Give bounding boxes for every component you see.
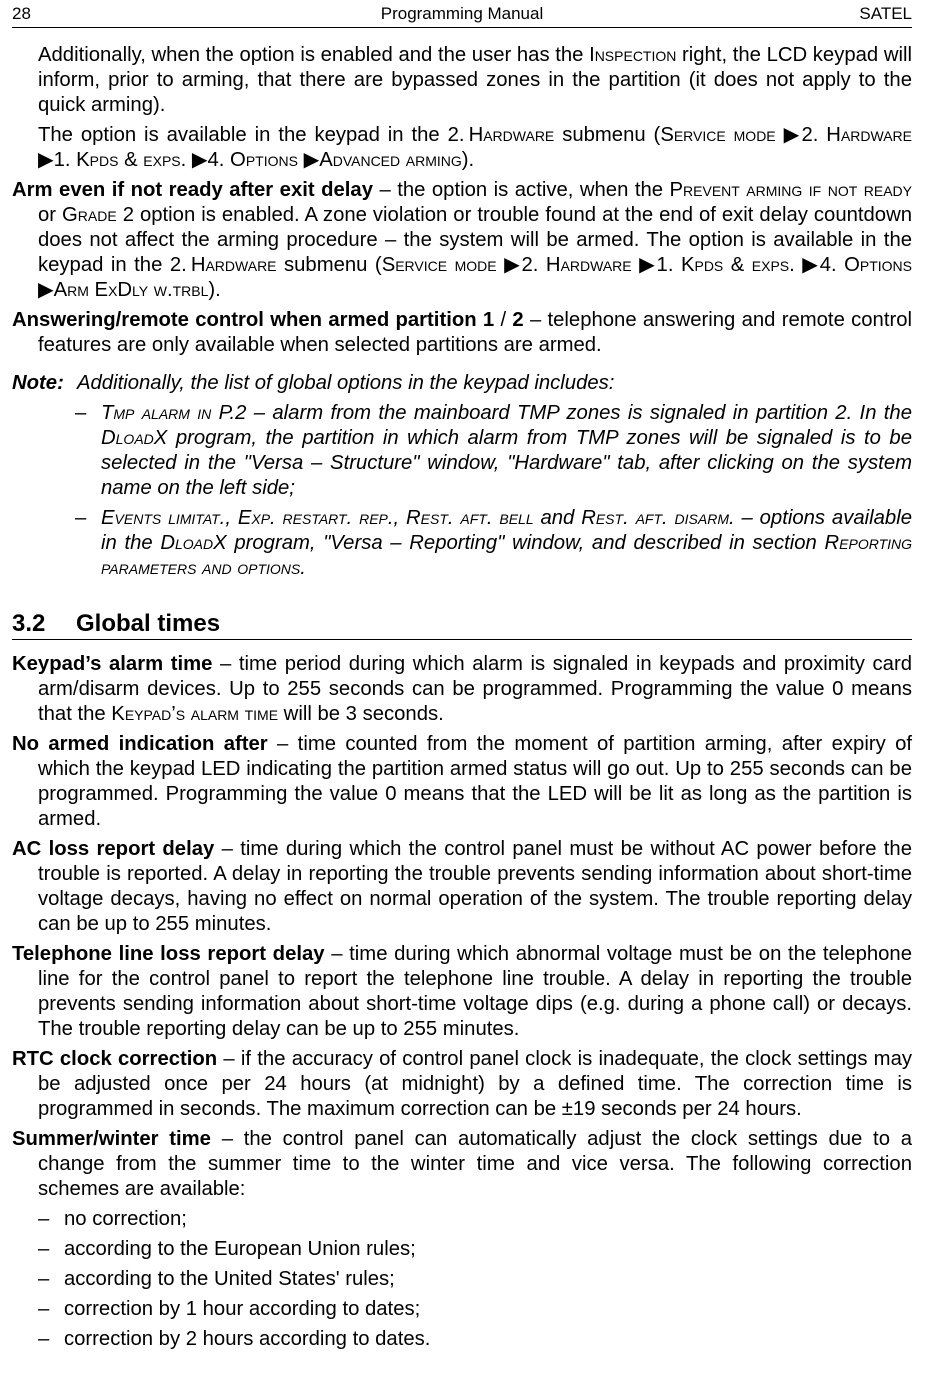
list-item <box>38 1267 912 1292</box>
scheme-label: according to the European Union rules; <box>64 1238 416 1260</box>
dash-bullet: – <box>38 1298 50 1320</box>
dash-bullet: – <box>38 1208 50 1230</box>
note-list-item <box>75 506 912 581</box>
manual-page <box>12 0 912 1352</box>
def-keypad-alarm-time: Keypad’s alarm time – time period during which alarm is signaled in keypads and proximity card arm/disarm devices. Up to 255 seconds can be programmed. Programming the value 0 means that the Keypad’s alarm time will be 3 seconds. <box>12 653 912 725</box>
scheme-label: according to the United States' rules; <box>64 1268 395 1290</box>
dash-bullet: – <box>75 402 87 424</box>
note-block <box>12 371 912 581</box>
scheme-label: no correction; <box>64 1208 187 1230</box>
scheme-label: correction by 1 hour according to dates; <box>64 1298 421 1320</box>
section-title: Global times <box>76 610 221 637</box>
header-title: Programming Manual <box>380 4 544 23</box>
list-item <box>38 1237 912 1262</box>
note-item-events-limitat: Events limitat., Exp. restart. rep., Rest. aft. bell and Rest. aft. disarm. – options available in the DloadX program, "Versa – Reporting" window, and described in section Reporting parameters and options. <box>101 507 913 579</box>
page-content <box>12 43 912 1352</box>
def-telephone-line-loss: Telephone line loss report delay – time during which abnormal voltage must be on the telephone line for the control panel to report the telephone line trouble. A delay in reporting the trouble prevents sending information about short-time voltage dips (e.g. during a phone call) or decays. The trouble reporting delay can be up to 255 minutes. <box>12 943 912 1040</box>
note-list-item <box>75 401 912 501</box>
note-intro: Additionally, the list of global options in the keypad includes: <box>77 372 615 394</box>
option-answering-remote-control: Answering/remote control when armed partition 1 / 2 – telephone answering and remote control features are only available when selected partitions are armed. <box>12 309 912 356</box>
note-item-tmp-alarm: Tmp alarm in P.2 – alarm from the mainboard TMP zones is signaled in partition 2. In the DloadX program, the partition in which alarm from TMP zones will be signaled is to be selected in the "Versa – Structure" window, "Hardware" tab, after clicking on the system name on the left side; <box>101 402 912 499</box>
dash-bullet: – <box>38 1268 50 1290</box>
def-no-armed-indication: No armed indication after – time counted from the moment of partition arming, after expiry of which the keypad LED indicating the partition armed status will go out. Up to 255 seconds can be programmed. Programming the value 0 means that the LED will be lit as long as the partition is armed. <box>12 733 912 830</box>
page-header <box>12 0 912 28</box>
section-heading <box>12 609 912 640</box>
note-body <box>77 371 912 581</box>
paragraph-inspection: Additionally, when the option is enabled and the user has the Inspection right, the LCD keypad will inform, prior to arming, that there are bypassed zones in the partition (it does not apply to the quick arming). <box>38 44 913 116</box>
option-arm-even-if-not-ready: Arm even if not ready after exit delay – the option is active, when the Prevent arming if not ready or Grade 2 option is enabled. A zone violation or trouble found at the end of exit delay countdown does not affect the arming procedure – the system will be armed. The option is available in the keypad in the 2. Hardware submenu (Service mode ▶2. Hardware ▶1. Kpds & exps. ▶4. Options ▶Arm ExDly w.trbl). <box>12 179 913 301</box>
def-summer-winter-time: Summer/winter time – the control panel can automatically adjust the clock settings due to a change from the summer time to the winter time and vice versa. The following correction schemes are available: <box>12 1128 912 1200</box>
def-ac-loss-report-delay: AC loss report delay – time during which the control panel must be without AC power before the trouble is reported. A delay in reporting the trouble prevents sending information about short-time voltage decays, having no effect on normal operation of the system. The trouble reporting delay can be up to 255 minutes. <box>12 838 912 935</box>
scheme-label: correction by 2 hours according to dates. <box>64 1328 431 1350</box>
page-number: 28 <box>12 4 31 23</box>
list-item <box>38 1297 912 1322</box>
dash-bullet: – <box>38 1238 50 1260</box>
section-number: 3.2 <box>12 610 46 637</box>
list-item <box>38 1327 912 1352</box>
header-brand: SATEL <box>859 4 912 23</box>
note-label: Note: <box>12 372 64 394</box>
list-item <box>38 1207 912 1232</box>
def-rtc-clock-correction: RTC clock correction – if the accuracy of control panel clock is inadequate, the clock settings may be adjusted once per 24 hours (at midnight) by a defined time. The correction time is programmed in seconds. The maximum correction can be ±19 seconds per 24 hours. <box>12 1048 913 1120</box>
correction-schemes-list <box>38 1207 912 1352</box>
paragraph-keypad-path: The option is available in the keypad in the 2. Hardware submenu (Service mode ▶2. Hardware ▶1. Kpds & exps. ▶4. Options ▶Advanced arming). <box>38 124 912 171</box>
dash-bullet: – <box>38 1328 50 1350</box>
dash-bullet: – <box>75 507 87 529</box>
